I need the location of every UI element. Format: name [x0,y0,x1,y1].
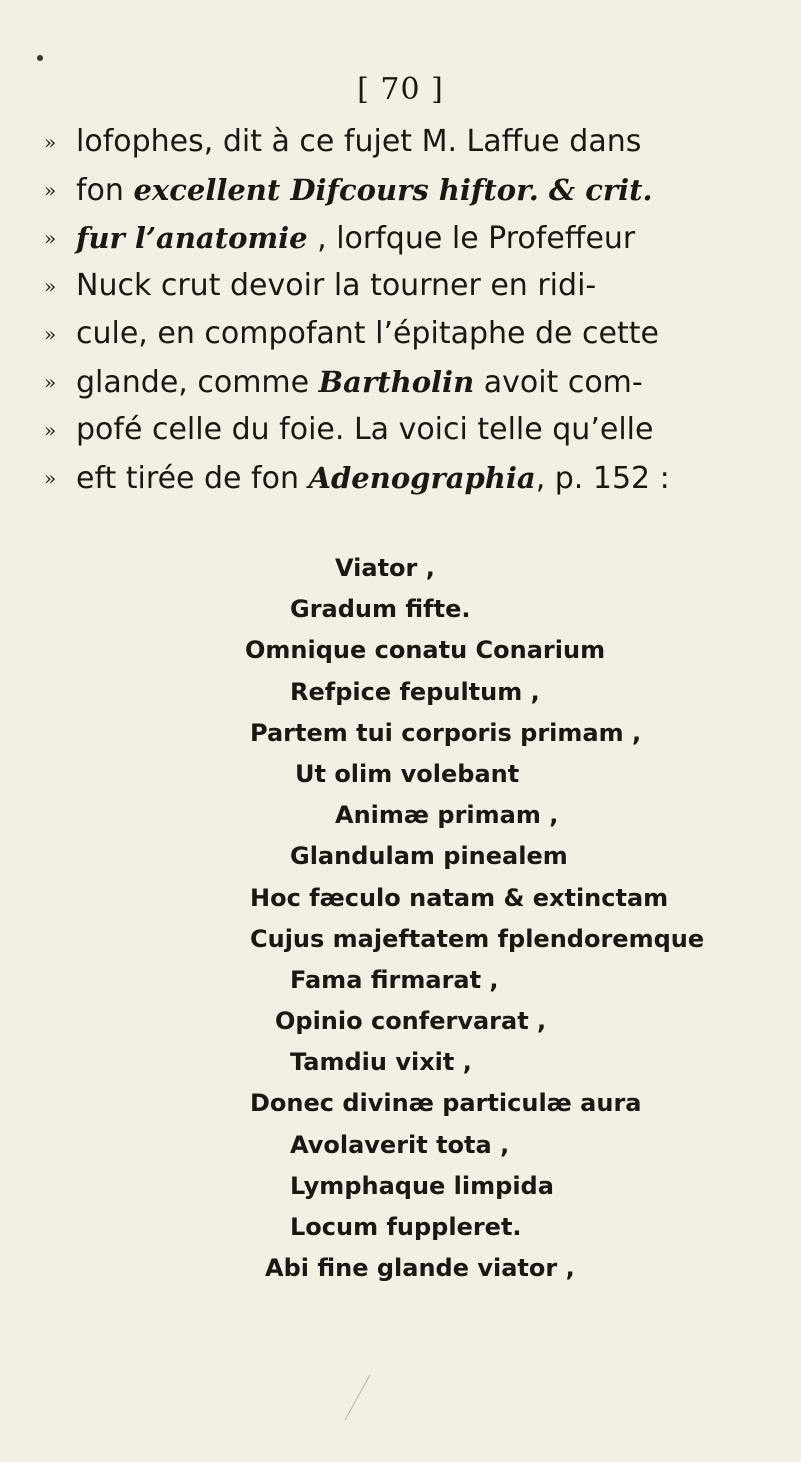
epitaph-line: Fama firmarat , [290,965,499,994]
roman-text: fon [76,173,134,208]
epitaph-line: Ut olim volebant [295,759,520,788]
quotation-mark: » [44,370,57,394]
italic-title-text: fur l’anatomie [76,221,308,255]
epitaph-line: Abi fine glande viator , [265,1254,575,1283]
epitaph-line: Partem tui corporis primam , [250,718,642,747]
quotation-mark: » [44,466,57,490]
roman-text: Nuck crut devoir la tourner en ridi- [76,268,597,303]
roman-text: eft tirée de fon [76,461,309,496]
quotation-mark: » [44,178,57,202]
epitaph-line: Lymphaque limpida [290,1171,554,1200]
epitaph-line: Avolaverit tota , [290,1130,510,1159]
roman-text: , p. 152 : [535,461,670,496]
epitaph-line: Donec divinæ particulæ aura [250,1089,642,1118]
epitaph-line: Cujus majeftatem fplendoremque [250,924,705,953]
roman-text: lofophes, dit à ce fujet M. Laffue dans [76,124,642,159]
quotation-mark: » [44,418,57,442]
quotation-mark: » [44,274,57,298]
epitaph-line: Animæ primam , [335,801,559,830]
epitaph-line: Gradum fifte. [290,595,471,624]
italic-title-text: Adenographia [308,461,536,495]
roman-text: , lorfque le Profeffeur [307,221,636,256]
epitaph-line: Hoc fæculo natam & extinctam [250,883,669,912]
epitaph-line: Viator , [335,554,435,582]
epitaph-line: Refpice fepultum , [290,677,540,706]
epitaph-line: Opinio confervarat , [275,1007,547,1036]
quotation-mark: » [44,226,57,250]
quotation-mark: » [44,322,57,346]
epitaph-line: Glandulam pinealem [290,842,568,871]
roman-text: pofé celle du foie. La voici telle qu’elle [76,412,654,447]
epitaph-line: Locum fuppleret. [290,1213,522,1241]
italic-title-text: excellent Difcours hiftor. & crit. [133,173,653,207]
quotation-mark: » [44,130,57,154]
roman-text: glande, comme [76,365,319,400]
roman-text: avoit com- [474,365,643,400]
epitaph-line: Tamdiu vixit , [290,1048,472,1077]
italic-title-text: Bartholin [318,365,475,399]
page-number: [ 70 ] [357,72,444,107]
epitaph-line: Omnique conatu Conarium [245,636,606,665]
roman-text: cule, en compofant l’épitaphe de cette [76,316,659,351]
